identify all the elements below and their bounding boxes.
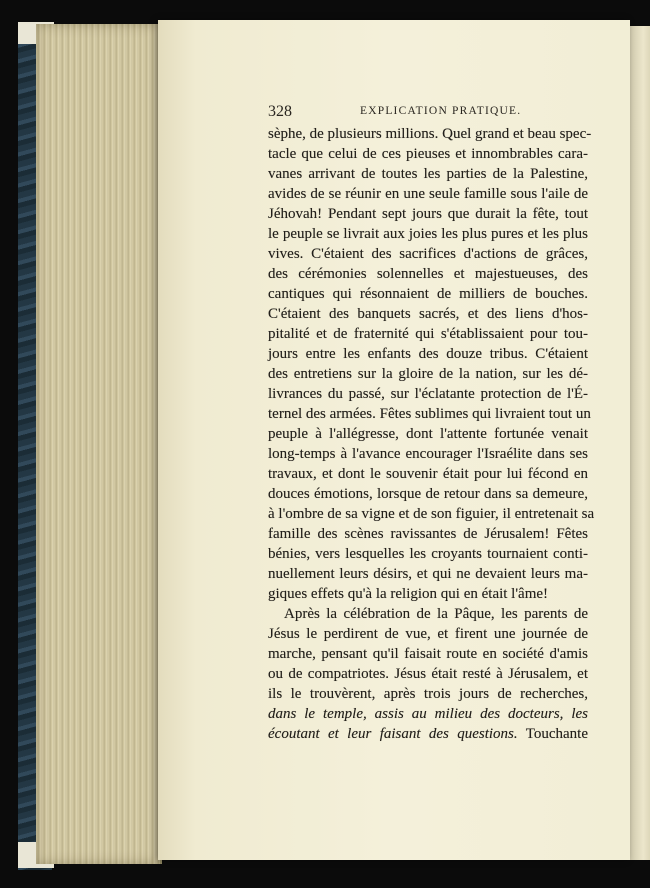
page-header: [268, 103, 588, 123]
text-line: pitalité et de fraternité qui s'établissaient pour tou-: [268, 326, 588, 342]
text-line: tacle que celui de ces pieuses et innombrables cara-: [268, 146, 588, 162]
text-line: peuple à l'allégresse, dont l'attente fortunée venait: [268, 426, 588, 442]
text-line: long-temps à l'avance encourager l'Israélite dans ses: [268, 446, 588, 462]
facing-page-edge: [628, 26, 650, 860]
text-fragment: Touchante: [525, 726, 589, 742]
text-line: le peuple se livrait aux joies les plus pures et les plus: [268, 226, 588, 242]
text-line: marche, pensant qu'il faisait route en société d'amis: [268, 646, 588, 662]
text-line: avides de se réunir en une seule famille sous l'aile de: [268, 186, 588, 202]
italic-quote: écoutant et leur faisant des questions.: [268, 726, 518, 742]
text-line: des cérémonies solennelles et majestueuses, des: [268, 266, 588, 282]
text-line: Jésus le perdirent de vue, et firent une journée de: [268, 626, 588, 642]
text-line: ternel des armées. Fêtes sublimes qui livraient tout un: [268, 406, 591, 422]
text-line: ou de compatriotes. Jésus était resté à Jérusalem, et: [268, 666, 588, 682]
text-line-mixed: [268, 724, 588, 744]
page-edges: [36, 24, 162, 864]
text-line: ils le trouvèrent, après trois jours de recherches,: [268, 686, 588, 702]
text-line: livrances du passé, sur l'éclatante protection de l'É-: [268, 386, 588, 402]
text-line: jours entre les enfants des douze tribus. C'étaient: [268, 346, 588, 362]
text-line: sèphe, de plusieurs millions. Quel grand et beau spec-: [268, 126, 592, 142]
text-line: Jéhovah! Pendant sept jours que durait la fête, tout: [268, 206, 588, 222]
body-text: [268, 124, 595, 744]
italic-quote: dans le temple, assis au milieu des docteurs, les: [268, 706, 588, 722]
text-line: vives. C'étaient des sacrifices d'actions de grâces,: [268, 246, 588, 262]
page-number: 328: [268, 103, 292, 120]
text-line: vanes arrivant de toutes les parties de la Palestine,: [268, 166, 588, 182]
text-line: des entretiens sur la gloire de la nation, sur les dé-: [268, 366, 588, 382]
text-line: C'étaient des banquets sacrés, et des liens d'hos-: [268, 306, 588, 322]
text-line: bénies, vers lesquelles les croyants tournaient conti-: [268, 546, 588, 562]
running-head: EXPLICATION PRATIQUE.: [360, 105, 522, 117]
text-line-italic: [268, 704, 588, 724]
text-line: cantiques qui résonnaient de milliers de bouches.: [268, 286, 588, 302]
text-line: giques effets qu'à la religion qui en était l'âme!: [268, 586, 549, 602]
text-line: à l'ombre de sa vigne et de son figuier, il entretenait sa: [268, 506, 595, 522]
text-line: famille des scènes ravissantes de Jérusalem! Fêtes: [268, 526, 588, 542]
text-line: douces émotions, lorsque de retour dans sa demeure,: [268, 486, 588, 502]
text-line: Après la célébration de la Pâque, les parents de: [284, 606, 588, 622]
text-line: travaux, et dont le souvenir était pour lui fécond en: [268, 466, 588, 482]
text-line: nuellement leurs désirs, et qui ne devaient leurs ma-: [268, 566, 588, 582]
